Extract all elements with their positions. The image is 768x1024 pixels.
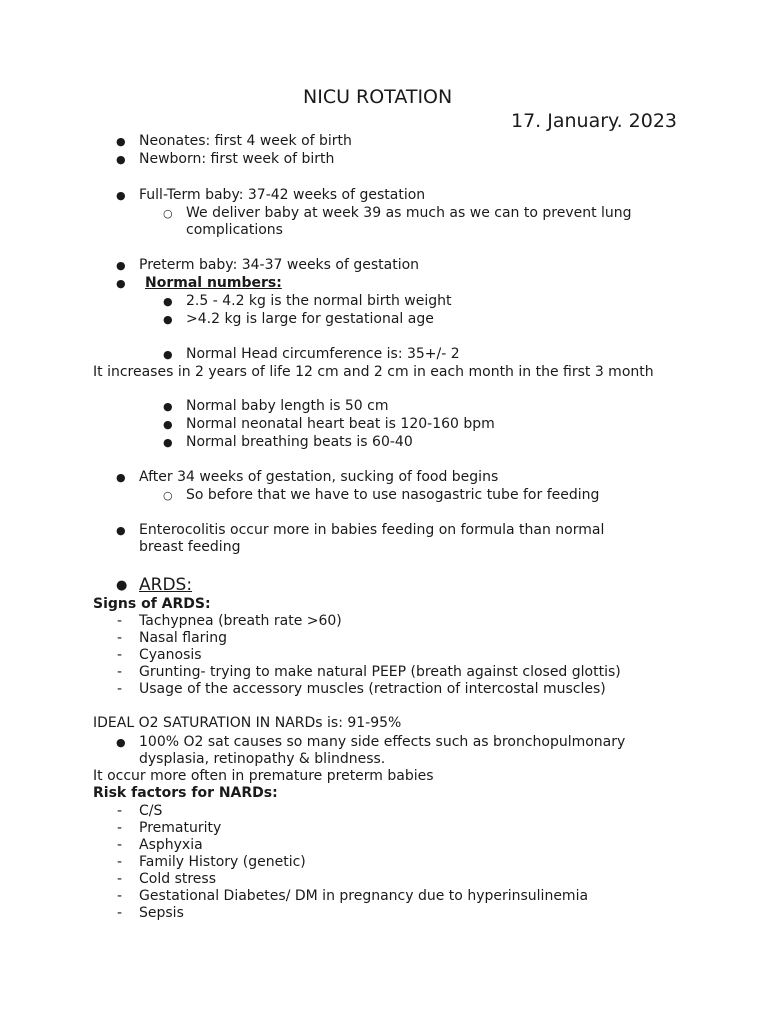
bullet-icon: ●	[163, 313, 173, 326]
list-item: Asphyxia	[139, 837, 203, 853]
bullet-icon: ●	[163, 400, 173, 413]
dash-icon: -	[117, 647, 123, 663]
list-item: Tachypnea (breath rate >60)	[139, 613, 342, 629]
bullet-icon: ●	[116, 524, 126, 537]
list-item: Enterocolitis occur more in babies feeding on formula than normal	[139, 522, 605, 538]
list-item: Normal neonatal heart beat is 120-160 bpm	[186, 416, 495, 432]
list-item: Full-Term baby: 37-42 weeks of gestation	[139, 187, 426, 203]
bullet-icon: ●	[116, 736, 126, 749]
dash-icon: -	[117, 905, 123, 921]
list-item: Normal Head circumference is: 35+/- 2	[186, 346, 460, 362]
list-item: >4.2 kg is large for gestational age	[186, 311, 434, 327]
list-item: Usage of the accessory muscles (retraction of intercostal muscles)	[139, 681, 606, 697]
list-item: We deliver baby at week 39 as much as we can to prevent lung	[186, 205, 632, 221]
list-item-continuation: breast feeding	[139, 539, 241, 555]
ards-heading: ARDS:	[139, 575, 193, 595]
hollow-bullet-icon: ○	[163, 489, 173, 502]
list-item: Sepsis	[139, 905, 184, 921]
list-item: Gestational Diabetes/ DM in pregnancy due to hyperinsulinemia	[139, 888, 589, 904]
list-item-continuation: dysplasia, retinopathy & blindness.	[139, 751, 386, 767]
document-date: 17. January. 2023	[511, 110, 678, 132]
bullet-icon: ●	[116, 277, 126, 290]
bullet-icon: ●	[116, 135, 126, 148]
page-title: NICU ROTATION	[303, 86, 453, 108]
dash-icon: -	[117, 664, 123, 680]
signs-heading: Signs of ARDS:	[93, 596, 211, 612]
list-item-continuation: complications	[186, 222, 283, 238]
list-item: Newborn: first week of birth	[139, 151, 335, 167]
dash-icon: -	[117, 871, 123, 887]
bullet-icon: ●	[116, 153, 126, 166]
bullet-icon: ●	[116, 578, 128, 593]
list-item: 2.5 - 4.2 kg is the normal birth weight	[186, 293, 452, 309]
dash-icon: -	[117, 854, 123, 870]
dash-icon: -	[117, 820, 123, 836]
paragraph: It occur more often in premature preterm babies	[93, 768, 434, 784]
risk-heading: Risk factors for NARDs:	[93, 785, 278, 801]
bullet-icon: ●	[163, 436, 173, 449]
list-item: Neonates: first 4 week of birth	[139, 133, 352, 149]
list-item: Cold stress	[139, 871, 216, 887]
bullet-icon: ●	[116, 471, 126, 484]
list-item: Nasal flaring	[139, 630, 228, 646]
bullet-icon: ●	[163, 418, 173, 431]
list-item: Preterm baby: 34-37 weeks of gestation	[139, 257, 420, 273]
list-item: Normal breathing beats is 60-40	[186, 434, 413, 450]
bullet-icon: ●	[116, 259, 126, 272]
bullet-icon: ●	[163, 348, 173, 361]
dash-icon: -	[117, 630, 123, 646]
bullet-icon: ●	[163, 295, 173, 308]
list-item: C/S	[139, 803, 163, 819]
dash-icon: -	[117, 837, 123, 853]
list-item: Prematurity	[139, 820, 222, 836]
dash-icon: -	[117, 613, 123, 629]
normal-numbers-heading: Normal numbers:	[145, 275, 282, 291]
bullet-icon: ●	[116, 189, 126, 202]
list-item: Grunting- trying to make natural PEEP (breath against closed glottis)	[139, 664, 621, 680]
list-item: After 34 weeks of gestation, sucking of food begins	[139, 469, 499, 485]
dash-icon: -	[117, 803, 123, 819]
hollow-bullet-icon: ○	[163, 207, 173, 220]
paragraph: It increases in 2 years of life 12 cm and 2 cm in each month in the first 3 month	[93, 364, 654, 380]
list-item: So before that we have to use nasogastric tube for feeding	[186, 487, 600, 503]
list-item: Family History (genetic)	[139, 854, 306, 870]
dash-icon: -	[117, 681, 123, 697]
list-item: 100% O2 sat causes so many side effects such as bronchopulmonary	[139, 734, 626, 750]
list-item: Cyanosis	[139, 647, 202, 663]
paragraph: IDEAL O2 SATURATION IN NARDs is: 91-95%	[93, 715, 402, 731]
list-item: Normal baby length is 50 cm	[186, 398, 389, 414]
dash-icon: -	[117, 888, 123, 904]
